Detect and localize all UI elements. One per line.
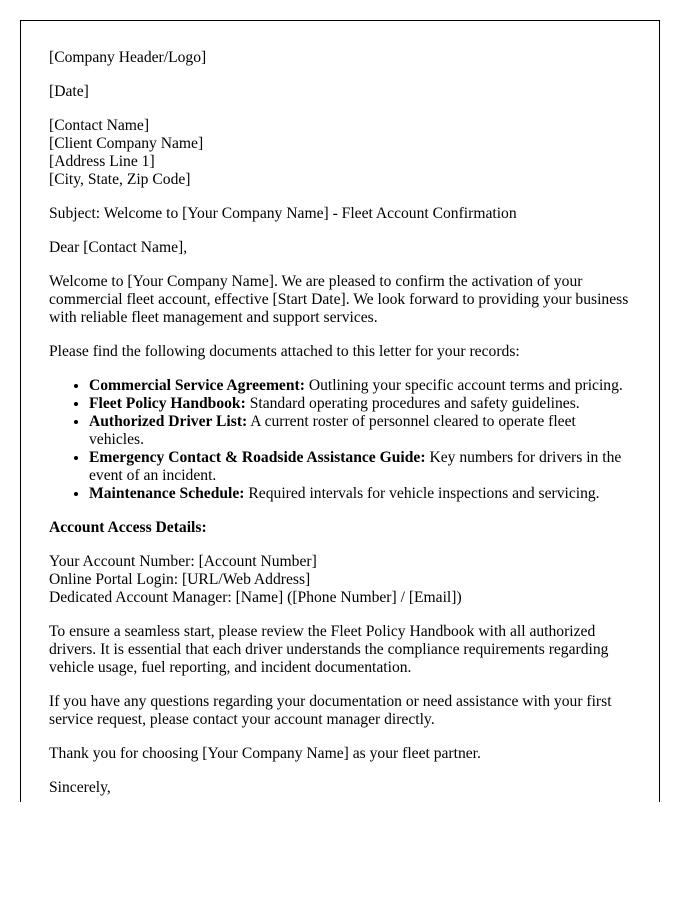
list-item-title: Maintenance Schedule: [89,485,245,502]
list-item [89,377,633,395]
attachments-intro: Please find the following documents attached to this letter for your records: [49,343,520,360]
list-item [89,395,633,413]
closing: Sincerely, [49,779,111,796]
list-item-title: Authorized Driver List: [89,413,248,430]
list-item-title: Fleet Policy Handbook: [89,395,246,412]
list-item-title: Emergency Contact & Roadside Assistance Guide: [89,449,426,466]
access-details [49,553,633,607]
account-manager-line: Dedicated Account Manager: [Name] ([Phone Number] / [Email]) [49,589,462,606]
company-header: [Company Header/Logo] [49,49,207,66]
list-item [89,449,633,485]
list-item-text: Outlining your specific account terms and pricing. [304,377,623,394]
salutation: Dear [Contact Name], [49,239,188,256]
list-item-text: Standard operating procedures and safety guidelines. [245,395,580,412]
portal-login-line: Online Portal Login: [URL/Web Address] [49,571,311,588]
list-item-text: Required intervals for vehicle inspections and servicing. [244,485,600,502]
access-heading: Account Access Details: [49,519,207,536]
account-number-line: Your Account Number: [Account Number] [49,553,317,570]
recipient-address-line1: [Address Line 1] [49,153,155,170]
recipient-address [49,117,633,189]
letter-content [49,49,633,802]
questions-paragraph: If you have any questions regarding your documentation or need assistance with your first service request, please contact your account manager directly. [49,693,612,728]
list-item [89,485,633,503]
list-item-text: A current roster of personnel cleared to operate fleet vehicles. [89,413,576,448]
attachments-list [49,377,633,503]
handbook-paragraph: To ensure a seamless start, please review the Fleet Policy Handbook with all authorized drivers. It is essential that each driver understands the compliance requirements regarding vehicle usage, fuel reporting, and incident documentation. [49,623,609,676]
recipient-city-state-zip: [City, State, Zip Code] [49,171,191,188]
intro-paragraph: Welcome to [Your Company Name]. We are pleased to confirm the activation of your commercial fleet account, effective [Start Date]. We look forward to providing your business with reliable fleet management and support services. [49,273,629,326]
recipient-contact-name: [Contact Name] [49,117,150,134]
letter-page [20,20,660,802]
list-item-title: Commercial Service Agreement: [89,377,305,394]
recipient-company-name: [Client Company Name] [49,135,204,152]
list-item [89,413,633,449]
subject-line: Subject: Welcome to [Your Company Name] - Fleet Account Confirmation [49,205,517,222]
list-item-text: Key numbers for drivers in the event of an incident. [89,449,622,484]
thanks-paragraph: Thank you for choosing [Your Company Name] as your fleet partner. [49,745,481,762]
letter-date: [Date] [49,83,89,100]
